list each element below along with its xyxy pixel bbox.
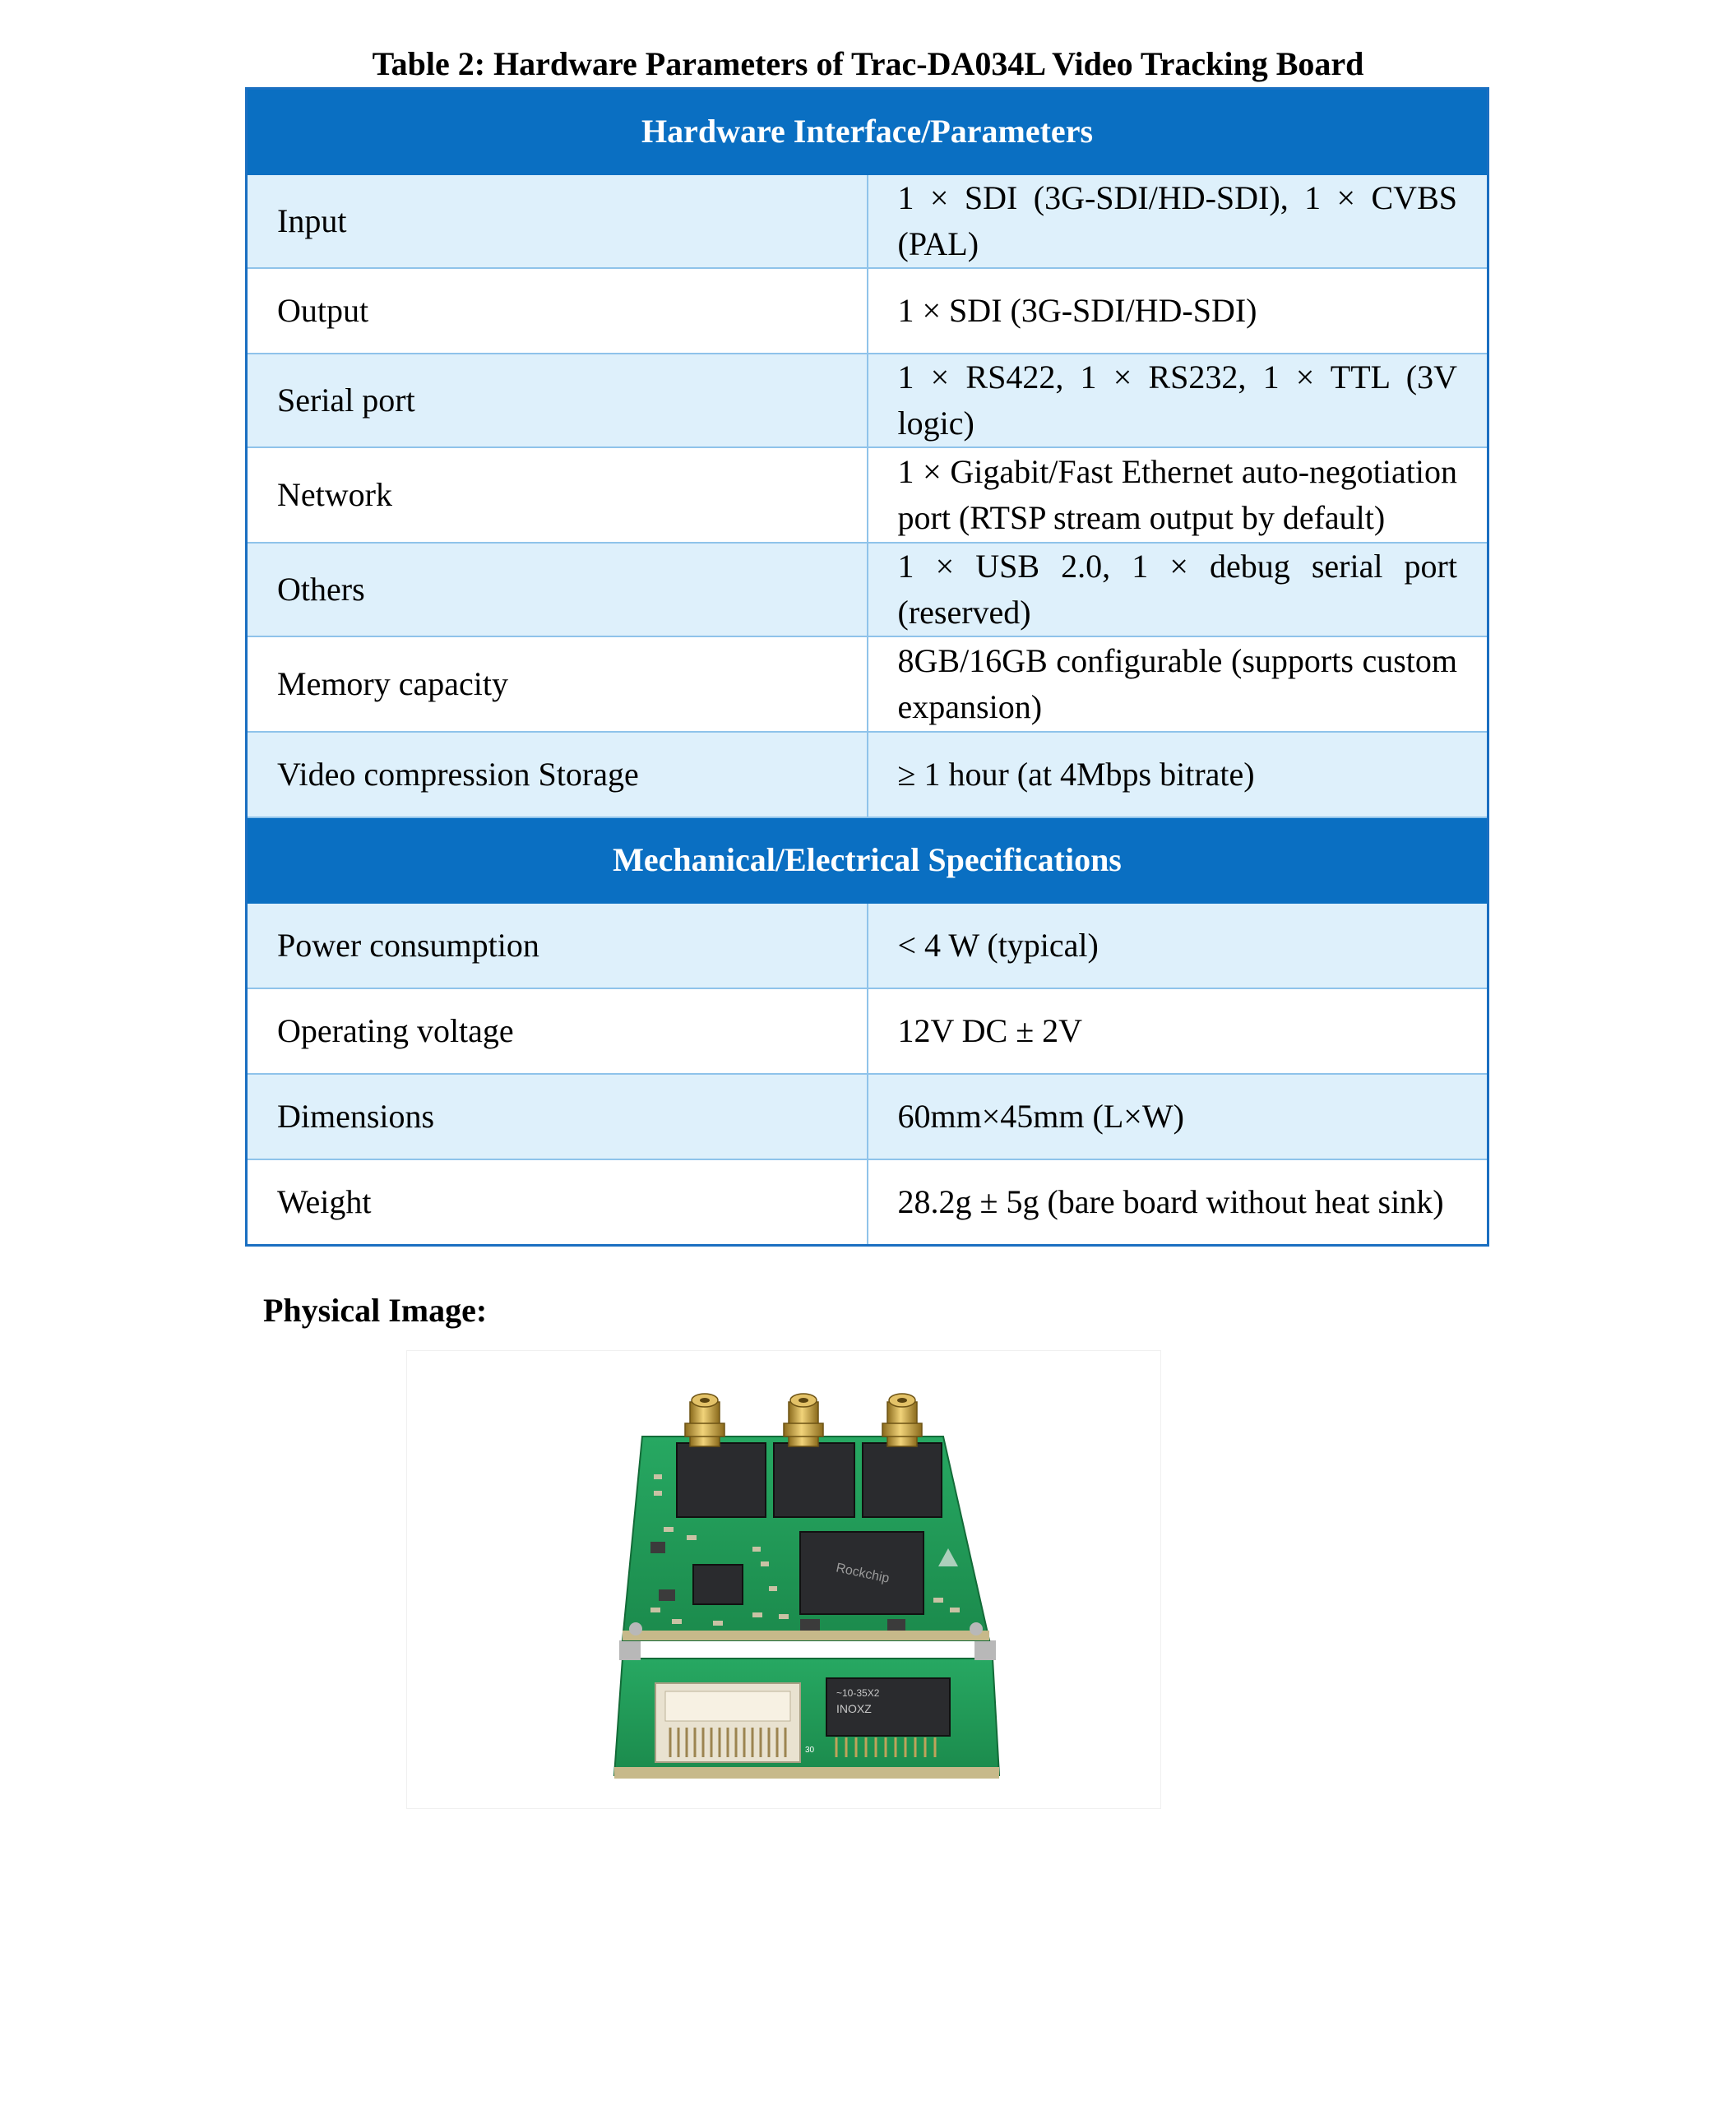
param-label: Video compression Storage	[247, 732, 868, 817]
param-label: Memory capacity	[247, 636, 868, 732]
table-row	[247, 174, 1488, 268]
memory-chip	[863, 1443, 942, 1517]
param-label: Weight	[247, 1159, 868, 1246]
param-value: 28.2g ± 5g (bare board without heat sink)	[868, 1159, 1488, 1246]
param-value: 60mm×45mm (L×W)	[868, 1074, 1488, 1159]
upper-board	[623, 1436, 989, 1640]
section-title: Hardware Interface/Parameters	[247, 89, 1488, 175]
lower-board	[614, 1659, 999, 1779]
param-value: ≥ 1 hour (at 4Mbps bitrate)	[868, 732, 1488, 817]
section-header-mechanical	[247, 817, 1488, 903]
table-row	[247, 354, 1488, 447]
mount-hole	[970, 1622, 983, 1635]
soc-marking: Rockchip	[834, 1561, 891, 1586]
param-value: < 4 W (typical)	[868, 903, 1488, 988]
param-label: Input	[247, 174, 868, 268]
memory-chip	[677, 1443, 766, 1517]
table-row	[247, 732, 1488, 817]
param-value: 1 × SDI (3G-SDI/HD-SDI)	[868, 268, 1488, 354]
physical-image-heading: Physical Image:	[263, 1292, 488, 1329]
table-row	[247, 1159, 1488, 1246]
param-label: Network	[247, 447, 868, 543]
section-title: Mechanical/Electrical Specifications	[247, 817, 1488, 903]
physical-image	[406, 1350, 1161, 1809]
table-row	[247, 268, 1488, 354]
table-row	[247, 543, 1488, 636]
pin-label: 30	[805, 1746, 815, 1755]
memory-chip	[774, 1443, 854, 1517]
mount-hole	[629, 1622, 642, 1635]
small-ic	[693, 1565, 743, 1604]
table-row	[247, 988, 1488, 1074]
module-marking-2: INOXZ	[836, 1702, 872, 1715]
connector-pins	[670, 1728, 785, 1757]
param-label: Operating voltage	[247, 988, 868, 1074]
param-label: Output	[247, 268, 868, 354]
param-value: 8GB/16GB configurable (supports custom expansion)	[868, 636, 1488, 732]
section-header-hardware	[247, 89, 1488, 175]
table-row	[247, 447, 1488, 543]
hardware-parameters-table	[245, 87, 1489, 1247]
param-label: Power consumption	[247, 903, 868, 988]
table-row	[247, 903, 1488, 988]
param-value: 1 × RS422, 1 × RS232, 1 × TTL (3V logic)	[868, 354, 1488, 447]
table-row	[247, 636, 1488, 732]
param-label: Serial port	[247, 354, 868, 447]
param-label: Dimensions	[247, 1074, 868, 1159]
table-caption: Table 2: Hardware Parameters of Trac-DA034L Video Tracking Board	[372, 45, 1364, 82]
param-value: 1 × Gigabit/Fast Ethernet auto-negotiation port (RTSP stream output by default)	[868, 447, 1488, 543]
param-value: 12V DC ± 2V	[868, 988, 1488, 1074]
module-marking-1: ~10-35X2	[836, 1687, 880, 1699]
param-value: 1 × USB 2.0, 1 × debug serial port (reserved)	[868, 543, 1488, 636]
board-illustration	[407, 1351, 1160, 1808]
param-label: Others	[247, 543, 868, 636]
table-row	[247, 1074, 1488, 1159]
param-value: 1 × SDI (3G-SDI/HD-SDI), 1 × CVBS (PAL)	[868, 174, 1488, 268]
